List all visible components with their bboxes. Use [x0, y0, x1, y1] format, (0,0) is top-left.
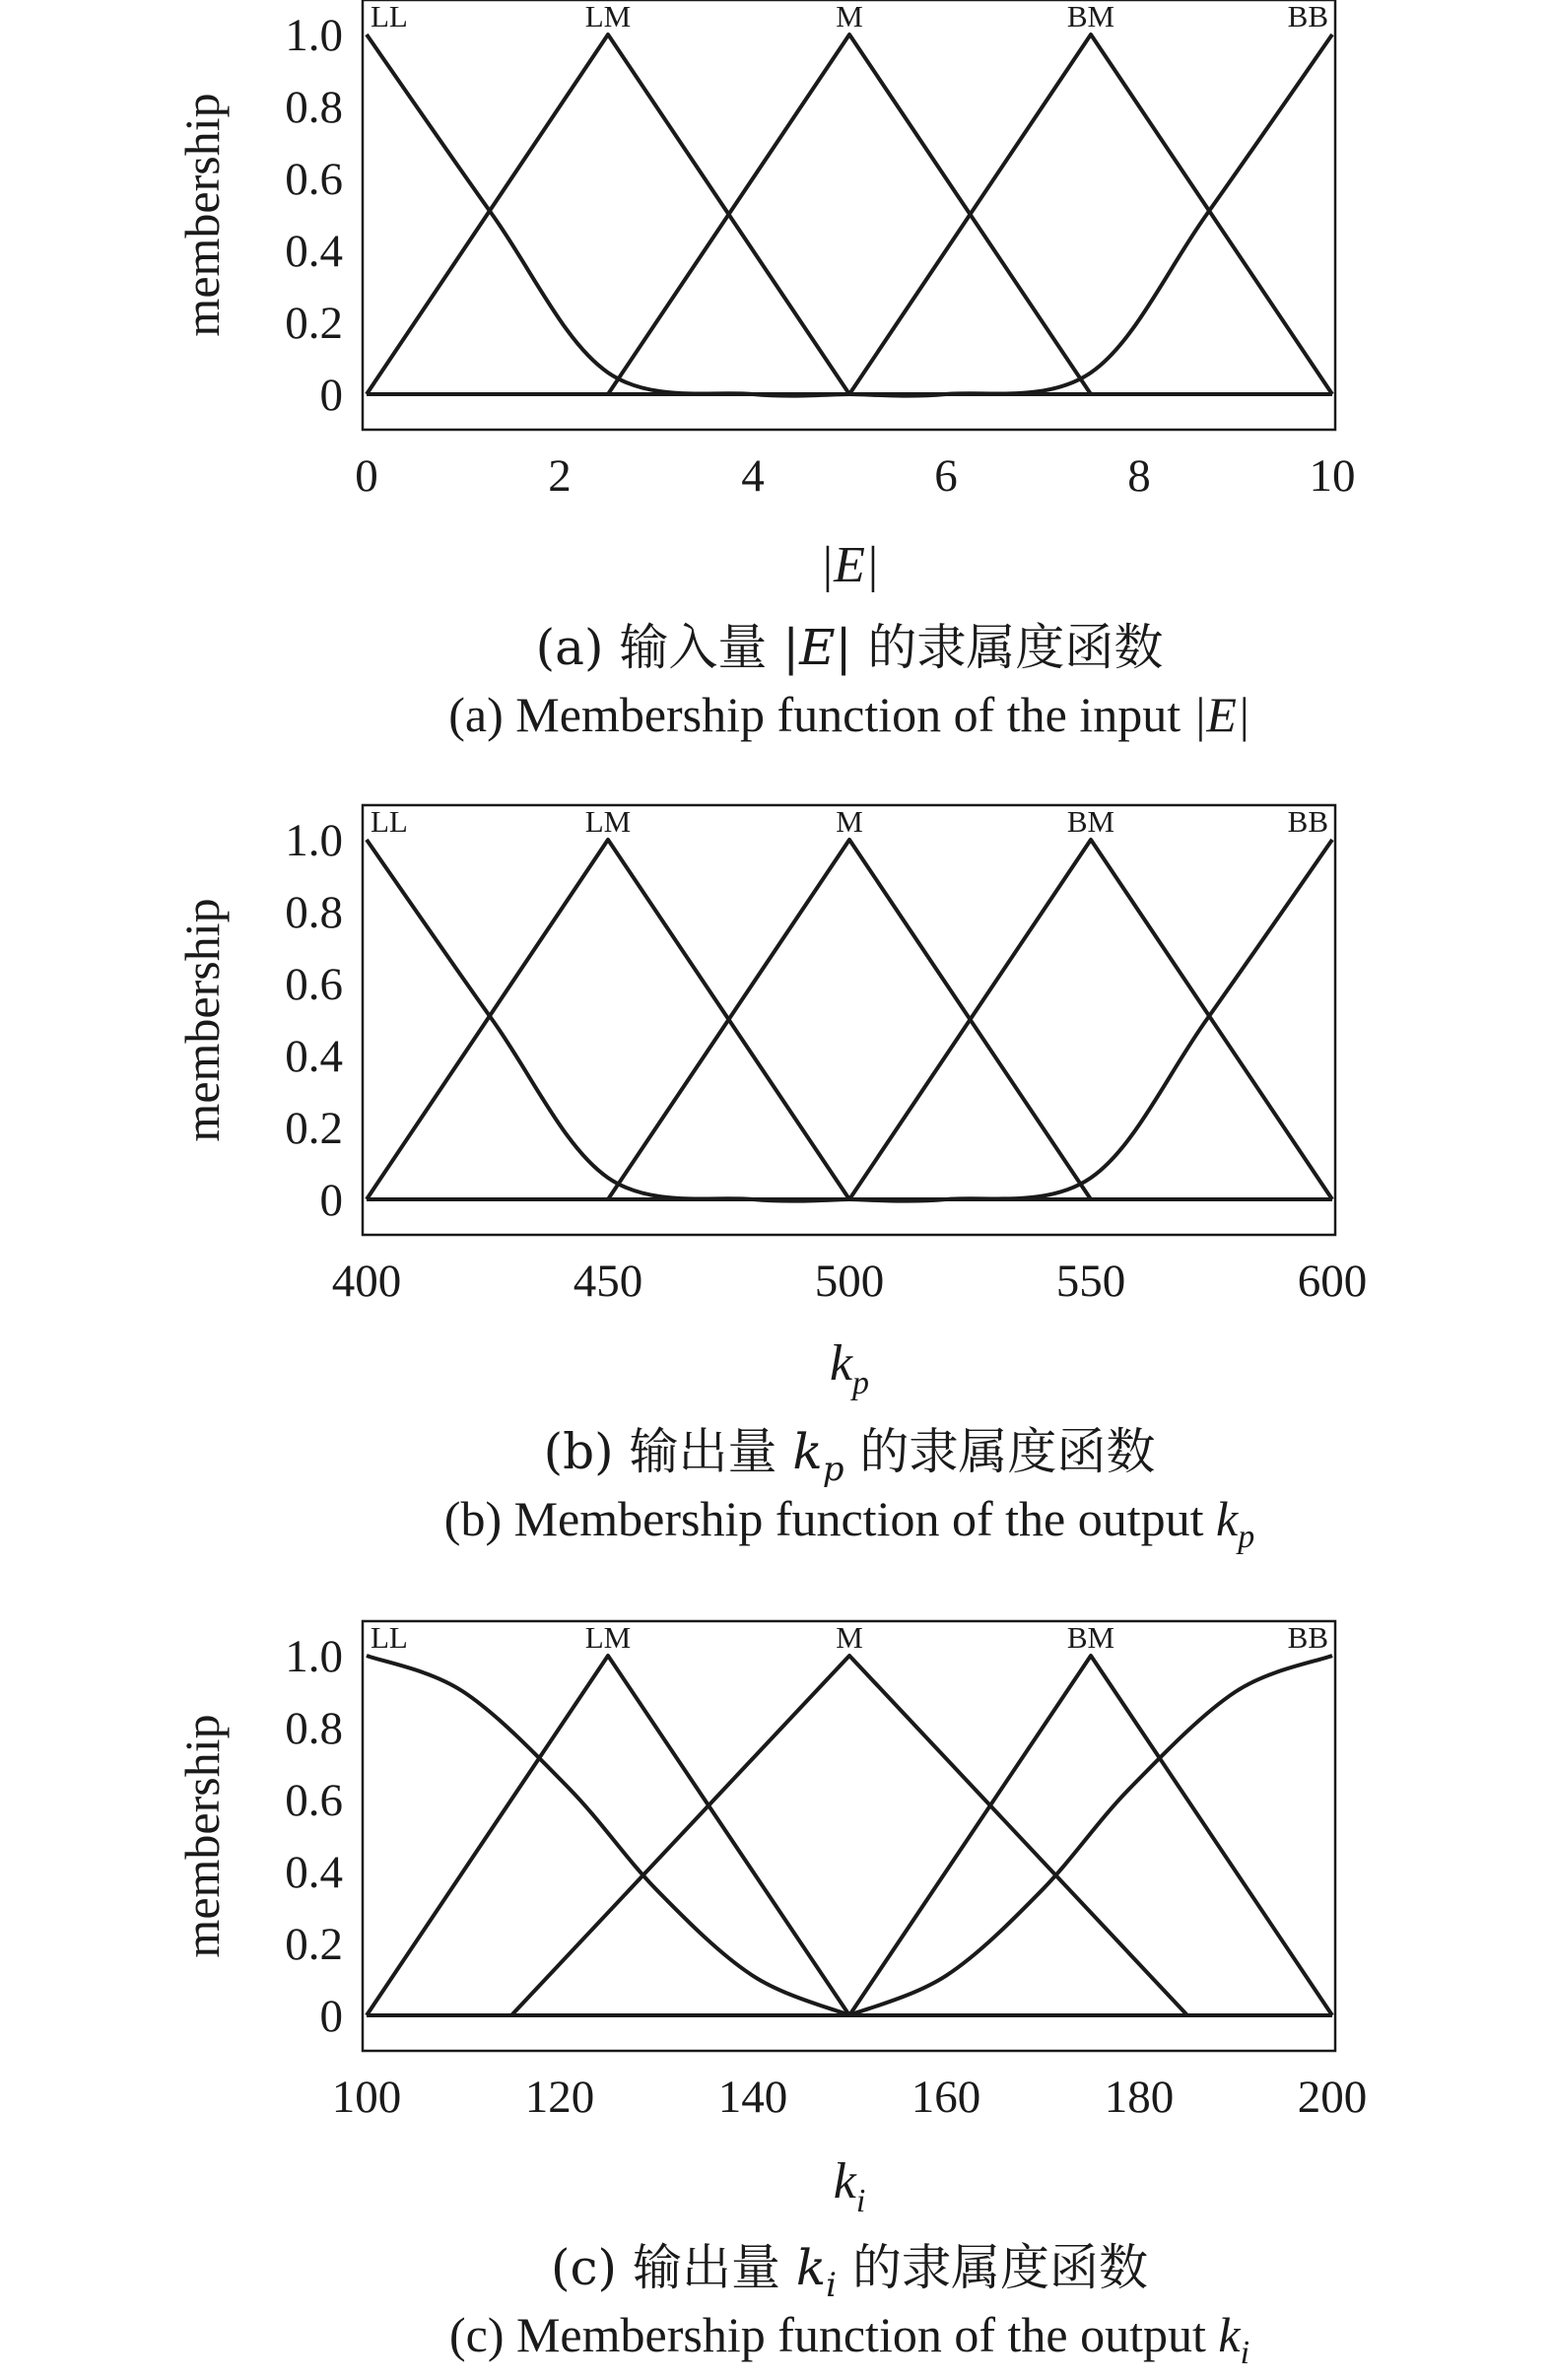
- x-tick-label: 8: [1127, 450, 1151, 502]
- y-tick-label: 0.6: [285, 959, 343, 1010]
- mf-label-bm: BM: [1066, 804, 1115, 839]
- x-tick-label: 6: [934, 450, 958, 502]
- x-tick-label: 160: [911, 2072, 981, 2123]
- x-tick-label: 450: [573, 1256, 643, 1307]
- caption-en: (b) Membership function of the output $k_p$: [443, 1491, 1255, 1555]
- y-tick-label: 0: [319, 1991, 343, 2042]
- y-tick-label: 0.8: [285, 82, 343, 133]
- mf-label-m: M: [836, 1620, 863, 1655]
- membership-curve-ll: [367, 34, 849, 396]
- membership-curve-lm: [367, 34, 849, 394]
- mf-label-bb: BB: [1287, 1620, 1328, 1655]
- y-tick-label: 0.2: [285, 298, 343, 349]
- x-tick-label: 600: [1297, 1256, 1368, 1307]
- x-tick-label: 100: [331, 2072, 402, 2123]
- mf-label-lm: LM: [584, 1620, 632, 1655]
- membership-curve-bb: [849, 1656, 1332, 2015]
- x-tick-label: 120: [524, 2072, 595, 2123]
- chart-panel-c: [174, 1620, 1367, 2371]
- y-tick-label: 0.6: [285, 1775, 343, 1826]
- plot-frame: [363, 1621, 1335, 2051]
- caption-en: (c) Membership function of the output $k_i$: [448, 2307, 1250, 2371]
- membership-curve-bm: [849, 34, 1332, 394]
- y-tick-label: 0.4: [285, 226, 343, 277]
- caption-en: (a) Membership function of the input |E|: [448, 687, 1250, 742]
- mf-label-m: M: [836, 804, 863, 839]
- mf-label-ll: LL: [371, 804, 408, 839]
- y-tick-label: 1.0: [285, 815, 343, 866]
- x-tick-label: 4: [741, 450, 765, 502]
- x-axis-label: |E|: [819, 537, 880, 593]
- y-tick-label: 0: [319, 1175, 343, 1226]
- y-tick-label: 0.4: [285, 1031, 343, 1082]
- mf-label-m: M: [836, 0, 863, 34]
- mf-label-bm: BM: [1066, 1620, 1115, 1655]
- mf-label-lm: LM: [584, 0, 632, 34]
- x-tick-label: 200: [1297, 2072, 1368, 2123]
- mf-label-bm: BM: [1066, 0, 1115, 34]
- caption-zh: (c) 输出量 $k_i$ 的隶属度函数: [551, 2239, 1148, 2305]
- mf-label-bb: BB: [1287, 0, 1328, 34]
- x-tick-label: 0: [355, 450, 378, 502]
- y-tick-label: 0.2: [285, 1103, 343, 1154]
- plot-frame: [363, 0, 1335, 430]
- x-axis-label: $k_p$: [829, 1335, 870, 1401]
- x-tick-label: 550: [1055, 1256, 1126, 1307]
- membership-curve-m: [511, 1656, 1187, 2015]
- y-tick-label: 0.8: [285, 887, 343, 938]
- x-tick-label: 140: [717, 2072, 788, 2123]
- chart-panel-a: [174, 0, 1356, 742]
- membership-curve-ll: [367, 1656, 849, 2015]
- mf-label-bb: BB: [1287, 804, 1328, 839]
- y-axis-label: membership: [174, 898, 230, 1142]
- x-tick-label: 400: [331, 1256, 402, 1307]
- y-tick-label: 1.0: [285, 1631, 343, 1682]
- membership-curve-m: [608, 34, 1091, 394]
- y-axis-label: membership: [174, 1714, 230, 1958]
- membership-curve-ll: [367, 840, 849, 1201]
- x-tick-label: 10: [1309, 450, 1356, 502]
- x-axis-label: $k_i$: [833, 2153, 866, 2219]
- y-tick-label: 0.4: [285, 1847, 343, 1898]
- y-tick-label: 1.0: [285, 10, 343, 61]
- y-axis-label: membership: [174, 93, 230, 337]
- membership-curve-bb: [849, 840, 1332, 1201]
- mf-label-ll: LL: [371, 0, 408, 34]
- x-tick-label: 180: [1104, 2072, 1175, 2123]
- y-tick-label: 0.6: [285, 154, 343, 205]
- y-tick-label: 0.8: [285, 1703, 343, 1754]
- chart-panel-b: [174, 804, 1367, 1555]
- membership-curve-m: [608, 840, 1091, 1199]
- x-tick-label: 2: [548, 450, 572, 502]
- mf-label-lm: LM: [584, 804, 632, 839]
- y-tick-label: 0.2: [285, 1919, 343, 1970]
- membership-curve-bm: [849, 840, 1332, 1199]
- membership-curve-lm: [367, 840, 849, 1199]
- mf-label-ll: LL: [371, 1620, 408, 1655]
- x-tick-label: 500: [814, 1256, 885, 1307]
- y-tick-label: 0: [319, 370, 343, 421]
- caption-zh: (b) 输出量 $k_p$ 的隶属度函数: [543, 1423, 1156, 1489]
- membership-curve-bb: [849, 34, 1332, 396]
- caption-zh: (a) 输入量 |E| 的隶属度函数: [535, 619, 1164, 676]
- plot-frame: [363, 805, 1335, 1235]
